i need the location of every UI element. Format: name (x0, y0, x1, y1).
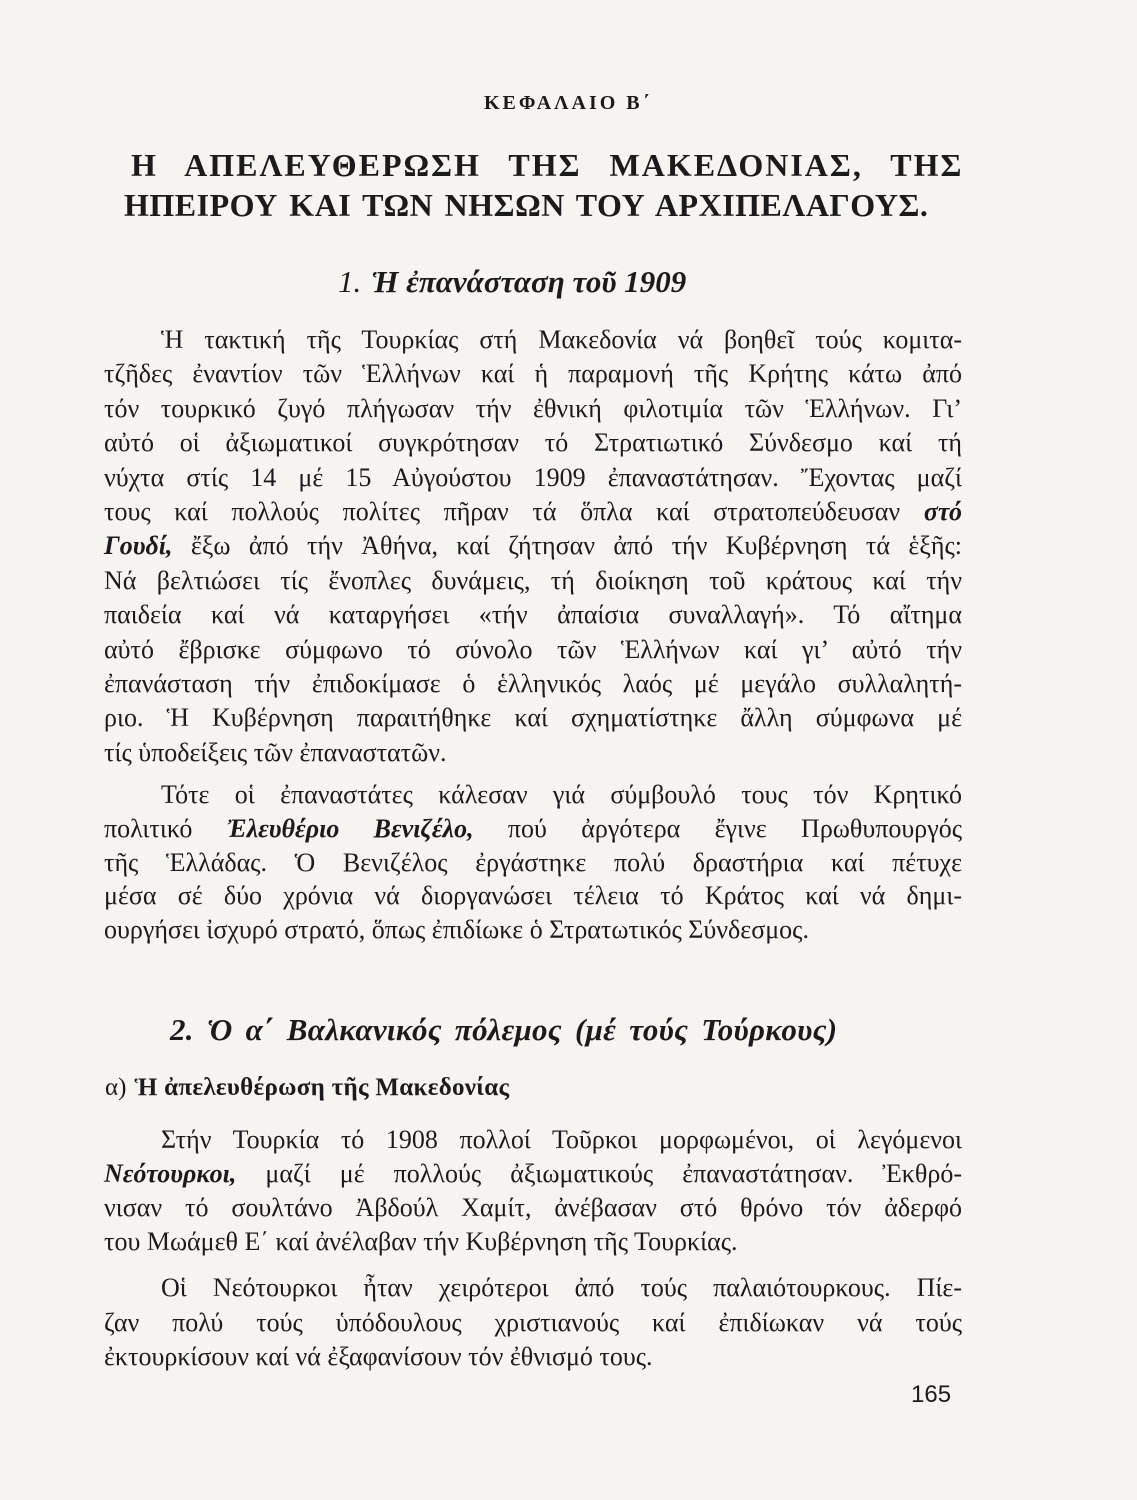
page-number: 165 (911, 1381, 952, 1408)
text-line: ουργήσει ἰσχυρό στρατό, ὅπως ἐπιδίωκε ὁ Στρατωτικός Σύνδεσμος. (104, 915, 809, 945)
paragraph (104, 1271, 962, 1375)
chapter-title-line-1: Η ΑΠΕΛΕΥΘΕΡΩΣΗ ΤΗΣ ΜΑΚΕΔΟΝΙΑΣ, ΤΗΣ (131, 147, 964, 183)
subsection-heading (105, 1072, 509, 1104)
section-2-heading: 2. Ὁ α΄ Βαλκανικός πόλεμος (μέ τούς Τούρκους) (170, 1012, 838, 1047)
text-run: πού ἀργότερα ἔγινε Πρωθυπουργός (473, 813, 962, 843)
text-line: τόν τουρκικό ζυγό πλήγωσαν τήν ἐθνική φιλοτιμία τῶν Ἑλλήνων. Γι’ (104, 393, 962, 423)
text-run: πολιτικό (104, 813, 227, 843)
text-line: Οἱ Νεότουρκοι ἦταν χειρότεροι ἀπό τούς παλαιότουρκους. Πίε- (161, 1273, 962, 1302)
section-title: Ἡ ἐπανάσταση τοῦ 1909 (371, 264, 687, 299)
text-line (104, 495, 962, 529)
subsection-title: Ἡ ἀπελευθέρωση τῆς Μακεδονίας (134, 1074, 510, 1101)
text-line: Τότε οἱ ἐπαναστάτες κάλεσαν γιά σύμβουλό τους τόν Κρητικό (161, 780, 962, 809)
text-line: τῆς Ἑλλάδας. Ὁ Βενιζέλος ἐργάστηκε πολύ δραστήρια καί πέτυχε (104, 847, 962, 877)
text-line: τίς ὑποδείξεις τῶν ἐπαναστατῶν. (104, 737, 447, 767)
text-line: ἐκτουρκίσουν καί νά ἐξαφανίσουν τόν ἐθνισμό τους. (104, 1342, 653, 1371)
text-line: Νά βελτιώσει τίς ἔνοπλες δυνάμεις, τή διοίκηση τοῦ κράτους καί τήν (104, 565, 962, 595)
text-line: ἐπανάσταση τήν ἐπιδοκίμασε ὁ ἑλληνικός λαός μέ μεγάλο συλλαλητή- (104, 668, 962, 698)
paragraph (104, 778, 962, 947)
text-line: ζαν πολύ τούς ὑπόδουλους χριστιανούς καί ἐπιδίωκαν νά τούς (104, 1307, 962, 1337)
text-line: αὐτό ἔβρισκε σύμφωνο τό σύνολο τῶν Ἑλλήνων καί γι’ αὐτό τήν (104, 634, 962, 664)
text-line: του Μωάμεθ Ε΄ καί ἀνέλαβαν τήν Κυβέρνηση τῆς Τουρκίας. (104, 1227, 738, 1256)
section-1-heading (338, 264, 686, 300)
text-run: τους καί πολλούς πολίτες πῆραν τά ὅπλα καί στρατοπεύδευσαν (104, 496, 924, 526)
text-line: μέσα σέ δύο χρόνια νά διοργανώσει τέλεια τό Κράτος καί νά δημι- (104, 881, 962, 911)
text-line (104, 812, 962, 846)
text-line: Στήν Τουρκία τό 1908 πολλοί Τοῦρκοι μορφωμένοι, οἱ λεγόμενοι (161, 1125, 962, 1154)
text-run: μαζί μέ πολλούς ἀξιωματικούς ἐπαναστάτησαν. Ἐκθρό- (236, 1159, 962, 1188)
text-line (104, 529, 962, 563)
text-line: νισαν τό σουλτάνο Ἀβδούλ Χαμίτ, ἀνέβασαν στό θρόνο τόν ἀδερφό (104, 1193, 962, 1222)
subsection-marker: α) (105, 1074, 127, 1101)
emphasized-text: στό (923, 496, 962, 526)
text-run: ἔξω ἀπό τήν Ἀθήνα, καί ζήτησαν ἀπό τήν Κυβέρνηση τά ἑξῆς: (172, 531, 962, 561)
text-line: νύχτα στίς 14 μέ 15 Αὐγούστου 1909 ἐπαναστάτησαν. Ἔχοντας μαζί (104, 462, 962, 492)
section-number: 1. (338, 264, 362, 299)
emphasized-text: Ἐλευθέριο Βενιζέλο, (226, 813, 474, 843)
text-line: τζῆδες ἐναντίον τῶν Ἑλλήνων καί ἡ παραμονή τῆς Κρήτης κάτω ἀπό (104, 359, 962, 389)
chapter-label: ΚΕΦΑΛΑΙΟ Β΄ (484, 92, 653, 114)
paragraph (104, 323, 962, 770)
emphasized-text: Γουδί, (104, 531, 173, 561)
text-line: αὐτό οἱ ἀξιωματικοί συγκρότησαν τό Στρατιωτικό Σύνδεσμο καί τή (104, 428, 962, 458)
text-line: Ἡ τακτική τῆς Τουρκίας στή Μακεδονία νά βοηθεῖ τούς κομιτα- (161, 325, 962, 354)
paragraph (104, 1123, 962, 1259)
text-line: ριο. Ἡ Κυβέρνηση παραιτήθηκε καί σχηματίστηκε ἄλλη σύμφωνα μέ (104, 703, 962, 733)
chapter-title-line-2: ΗΠΕΙΡΟΥ ΚΑΙ ΤΩΝ ΝΗΣΩΝ ΤΟΥ ΑΡΧΙΠΕΛΑΓΟΥΣ. (124, 187, 929, 223)
text-line: παιδεία καί νά καταργήσει «τήν ἀπαίσια συναλλαγή». Τό αἴτημα (104, 600, 962, 630)
emphasized-text: Νεότουρκοι, (104, 1159, 237, 1188)
text-line (104, 1157, 962, 1191)
